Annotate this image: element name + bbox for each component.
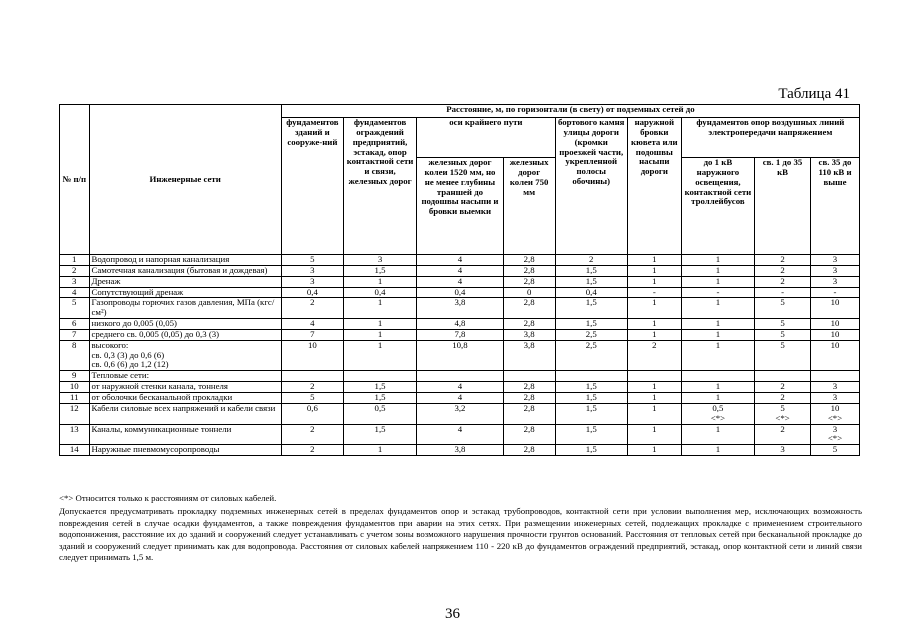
- row-value: 3: [811, 382, 860, 393]
- row-value: 1,5: [555, 403, 627, 424]
- row-number: 1: [60, 255, 90, 266]
- row-value: 5: [281, 392, 343, 403]
- row-value: 4: [417, 276, 504, 287]
- row-value: 0,6: [281, 403, 343, 424]
- row-value: 10: [811, 298, 860, 319]
- row-value: [755, 371, 811, 382]
- row-value: 1: [627, 329, 681, 340]
- row-value: 2: [755, 265, 811, 276]
- row-value: 1,5: [343, 265, 416, 276]
- row-value: 1,5: [555, 319, 627, 330]
- row-value: 10: [811, 319, 860, 330]
- row-value: 1: [627, 382, 681, 393]
- row-value: 3: [811, 255, 860, 266]
- row-value: 1: [627, 445, 681, 456]
- header-distance: Расстояние, м, по горизонтали (в свету) от подземных сетей до: [281, 105, 859, 118]
- table-caption: Таблица 41: [778, 86, 850, 102]
- row-value: 1,5: [555, 276, 627, 287]
- row-value: [811, 371, 860, 382]
- row-value: 1: [681, 298, 754, 319]
- row-number: 2: [60, 265, 90, 276]
- row-value: 5: [811, 445, 860, 456]
- row-value: 4: [417, 255, 504, 266]
- row-value: 1: [627, 403, 681, 424]
- row-value: 3,2: [417, 403, 504, 424]
- row-value: -: [681, 287, 754, 298]
- row-value: 2,8: [503, 265, 555, 276]
- row-value: 1,5: [555, 445, 627, 456]
- row-value: 1: [681, 445, 754, 456]
- row-value: 3,8: [503, 329, 555, 340]
- row-value: 4,8: [417, 319, 504, 330]
- row-value: 10: [811, 340, 860, 371]
- row-network-name: Каналы, коммуникационные тоннели: [89, 424, 281, 445]
- notes-paragraph: Допускается предусматривать прокладку подземных инженерных сетей в пределах фундаментов опор и эстакад трубопроводов, контактной сети при условии выполнения мер, исключающих возможность повреждения сетей в случае осадки фундаментов, а также повреждения фундаментов при аварии на этих сетях. При размещении инженерных сетей, подлежащих прокладке с применением строительного водопонижения, расстояние их до зданий и сооружений следует устанавливать с учетом зоны возможного нарушения прочности грунтов оснований. Расстояния от тепловых сетей при бесканальной прокладке до зданий и сооружений следует принимать как для водопровода. Расстояния от силовых кабелей напряжением 110 - 220 кВ до фундаментов ограждений предприятий, эстакад, опор контактной сети и линий связи следует принимать 1,5 м.: [59, 506, 862, 563]
- row-value: 2: [281, 445, 343, 456]
- row-value: 1: [627, 319, 681, 330]
- row-value: 2,8: [503, 382, 555, 393]
- row-value: 3,8: [503, 340, 555, 371]
- row-value: 1: [627, 424, 681, 445]
- row-number: 9: [60, 371, 90, 382]
- row-value: 4: [417, 265, 504, 276]
- row-value: 2,8: [503, 255, 555, 266]
- row-number: 8: [60, 340, 90, 371]
- row-value: 2,8: [503, 424, 555, 445]
- table-row: [60, 265, 860, 276]
- table-row: [60, 298, 860, 319]
- row-number: 7: [60, 329, 90, 340]
- row-value: 1: [681, 276, 754, 287]
- row-value: 2,8: [503, 319, 555, 330]
- row-value: 1: [681, 319, 754, 330]
- row-value: 2,8: [503, 276, 555, 287]
- row-value: 5: [755, 329, 811, 340]
- row-value: 1: [343, 329, 416, 340]
- row-value: 2: [755, 392, 811, 403]
- row-network-name: среднего св. 0,005 (0,05) до 0,3 (3): [89, 329, 281, 340]
- header-voltage-2: св. 1 до 35 кВ: [755, 158, 811, 255]
- row-value: 1,5: [555, 265, 627, 276]
- row-network-name: низкого до 0,005 (0,05): [89, 319, 281, 330]
- row-value: 1: [627, 265, 681, 276]
- header-rail-1520: железных дорог колеи 1520 мм, но не менее глубины траншей до подошвы насыпи и бровки выемки: [417, 158, 504, 255]
- row-number: 14: [60, 445, 90, 456]
- row-value: [555, 371, 627, 382]
- row-value: 2: [755, 276, 811, 287]
- header-num: № п/п: [60, 105, 90, 255]
- row-value: 1,5: [555, 382, 627, 393]
- table-row: [60, 371, 860, 382]
- row-value: 0,4: [281, 287, 343, 298]
- row-value: 3: [343, 255, 416, 266]
- row-network-name: Дренаж: [89, 276, 281, 287]
- row-network-name: Газопроводы горючих газов давления, МПа (кгс/см²): [89, 298, 281, 319]
- row-value: [343, 371, 416, 382]
- row-value: 3: [811, 276, 860, 287]
- row-value: 4: [281, 319, 343, 330]
- row-value: 10: [811, 329, 860, 340]
- row-value: 10 <*>: [811, 403, 860, 424]
- row-value: 1: [343, 319, 416, 330]
- row-value: [627, 371, 681, 382]
- row-value: 2: [555, 255, 627, 266]
- row-value: [503, 371, 555, 382]
- engineering-networks-table: [59, 104, 860, 456]
- row-value: 1,5: [555, 424, 627, 445]
- table-header: [60, 105, 860, 255]
- row-value: 10: [281, 340, 343, 371]
- row-value: 5: [755, 298, 811, 319]
- row-value: 1: [681, 382, 754, 393]
- row-value: 7: [281, 329, 343, 340]
- row-value: [681, 371, 754, 382]
- row-value: 1: [681, 329, 754, 340]
- row-value: [417, 371, 504, 382]
- row-value: 1,5: [343, 382, 416, 393]
- row-value: 2: [281, 424, 343, 445]
- row-value: 5: [755, 340, 811, 371]
- row-value: -: [755, 287, 811, 298]
- table-row: [60, 287, 860, 298]
- row-value: 2,5: [555, 340, 627, 371]
- row-value: 4: [417, 424, 504, 445]
- row-value: 1: [627, 298, 681, 319]
- row-value: 3: [281, 265, 343, 276]
- header-poles: фундаментов опор воздушных линий электропередачи напряжением: [681, 118, 859, 158]
- table-row: [60, 276, 860, 287]
- row-network-name: от наружной стенки канала, тоннеля: [89, 382, 281, 393]
- row-value: 2,8: [503, 392, 555, 403]
- row-value: [281, 371, 343, 382]
- row-number: 4: [60, 287, 90, 298]
- row-network-name: от оболочки бесканальной прокладки: [89, 392, 281, 403]
- row-number: 3: [60, 276, 90, 287]
- row-value: 1,5: [343, 424, 416, 445]
- header-fences: фундаментов ограждений предприятий, эстакад, опор контактной сети и связи, железных дорог: [343, 118, 416, 255]
- row-value: 10,8: [417, 340, 504, 371]
- row-value: 2,8: [503, 445, 555, 456]
- row-value: 1,5: [555, 392, 627, 403]
- header-voltage-1: до 1 кВ наружного освещения, контактной сети троллейбусов: [681, 158, 754, 255]
- table-row: [60, 392, 860, 403]
- row-value: 2: [755, 255, 811, 266]
- table-row: [60, 329, 860, 340]
- row-value: 1: [627, 276, 681, 287]
- row-number: 12: [60, 403, 90, 424]
- header-voltage-3: св. 35 до 110 кВ и выше: [811, 158, 860, 255]
- table-row: [60, 255, 860, 266]
- row-value: 3,8: [417, 445, 504, 456]
- row-value: 2: [755, 382, 811, 393]
- row-value: 2: [281, 298, 343, 319]
- row-value: 7,8: [417, 329, 504, 340]
- header-buildings: фундаментов зданий и сооруже-ний: [281, 118, 343, 255]
- row-value: 1: [681, 265, 754, 276]
- row-number: 10: [60, 382, 90, 393]
- table-row: [60, 340, 860, 371]
- row-value: 3: [811, 265, 860, 276]
- row-network-name: Наружные пневмомусоропроводы: [89, 445, 281, 456]
- row-value: 1: [343, 276, 416, 287]
- row-value: 1: [681, 424, 754, 445]
- row-value: 3,8: [417, 298, 504, 319]
- row-value: 0,5: [343, 403, 416, 424]
- row-value: 2,8: [503, 298, 555, 319]
- row-value: -: [627, 287, 681, 298]
- row-value: 2: [281, 382, 343, 393]
- row-number: 5: [60, 298, 90, 319]
- row-number: 11: [60, 392, 90, 403]
- row-value: 2,5: [555, 329, 627, 340]
- row-number: 13: [60, 424, 90, 445]
- row-value: 3: [811, 392, 860, 403]
- row-network-name: Сопутствующий дренаж: [89, 287, 281, 298]
- header-curb: бортового камня улицы дороги (кромки проезжей части, укрепленной полосы обочины): [555, 118, 627, 255]
- table-row: [60, 424, 860, 445]
- row-value: 3: [281, 276, 343, 287]
- row-value: 1: [343, 298, 416, 319]
- row-value: 1: [627, 255, 681, 266]
- header-axis: оси крайнего пути: [417, 118, 555, 158]
- row-value: 1: [343, 340, 416, 371]
- row-value: 4: [417, 382, 504, 393]
- row-value: 1,5: [555, 298, 627, 319]
- row-value: 1: [681, 392, 754, 403]
- row-value: 1: [681, 340, 754, 371]
- row-value: 0,4: [417, 287, 504, 298]
- header-ditch: наружной бровки кювета или подошвы насыпи дороги: [627, 118, 681, 255]
- row-value: 0,5 <*>: [681, 403, 754, 424]
- row-value: 1: [343, 445, 416, 456]
- table-body: [60, 255, 860, 456]
- row-value: 2,8: [503, 403, 555, 424]
- row-value: 0,4: [343, 287, 416, 298]
- header-rail-750: железных дорог колеи 750 мм: [503, 158, 555, 255]
- row-value: 0,4: [555, 287, 627, 298]
- table-row: [60, 382, 860, 393]
- row-value: 5 <*>: [755, 403, 811, 424]
- page-number: 36: [445, 606, 460, 622]
- row-value: 2: [755, 424, 811, 445]
- row-value: 0: [503, 287, 555, 298]
- row-number: 6: [60, 319, 90, 330]
- row-value: -: [811, 287, 860, 298]
- row-value: 5: [281, 255, 343, 266]
- row-value: 3: [755, 445, 811, 456]
- row-value: 2: [627, 340, 681, 371]
- table-row: [60, 445, 860, 456]
- notes: [59, 493, 862, 564]
- row-network-name: Водопровод и напорная канализация: [89, 255, 281, 266]
- row-value: 1: [627, 392, 681, 403]
- footnote: <*> Относится только к расстояниям от силовых кабелей.: [59, 493, 277, 503]
- row-value: 1,5: [343, 392, 416, 403]
- row-network-name: Самотечная канализация (бытовая и дождевая): [89, 265, 281, 276]
- row-value: 1: [681, 255, 754, 266]
- row-value: 5: [755, 319, 811, 330]
- row-network-name: Тепловые сети:: [89, 371, 281, 382]
- header-network: Инженерные сети: [89, 105, 281, 255]
- row-network-name: Кабели силовые всех напряжений и кабели связи: [89, 403, 281, 424]
- row-network-name: высокого: св. 0,3 (3) до 0,6 (6) св. 0,6 (6) до 1,2 (12): [89, 340, 281, 371]
- table-row: [60, 403, 860, 424]
- table-row: [60, 319, 860, 330]
- row-value: 4: [417, 392, 504, 403]
- row-value: 3 <*>: [811, 424, 860, 445]
